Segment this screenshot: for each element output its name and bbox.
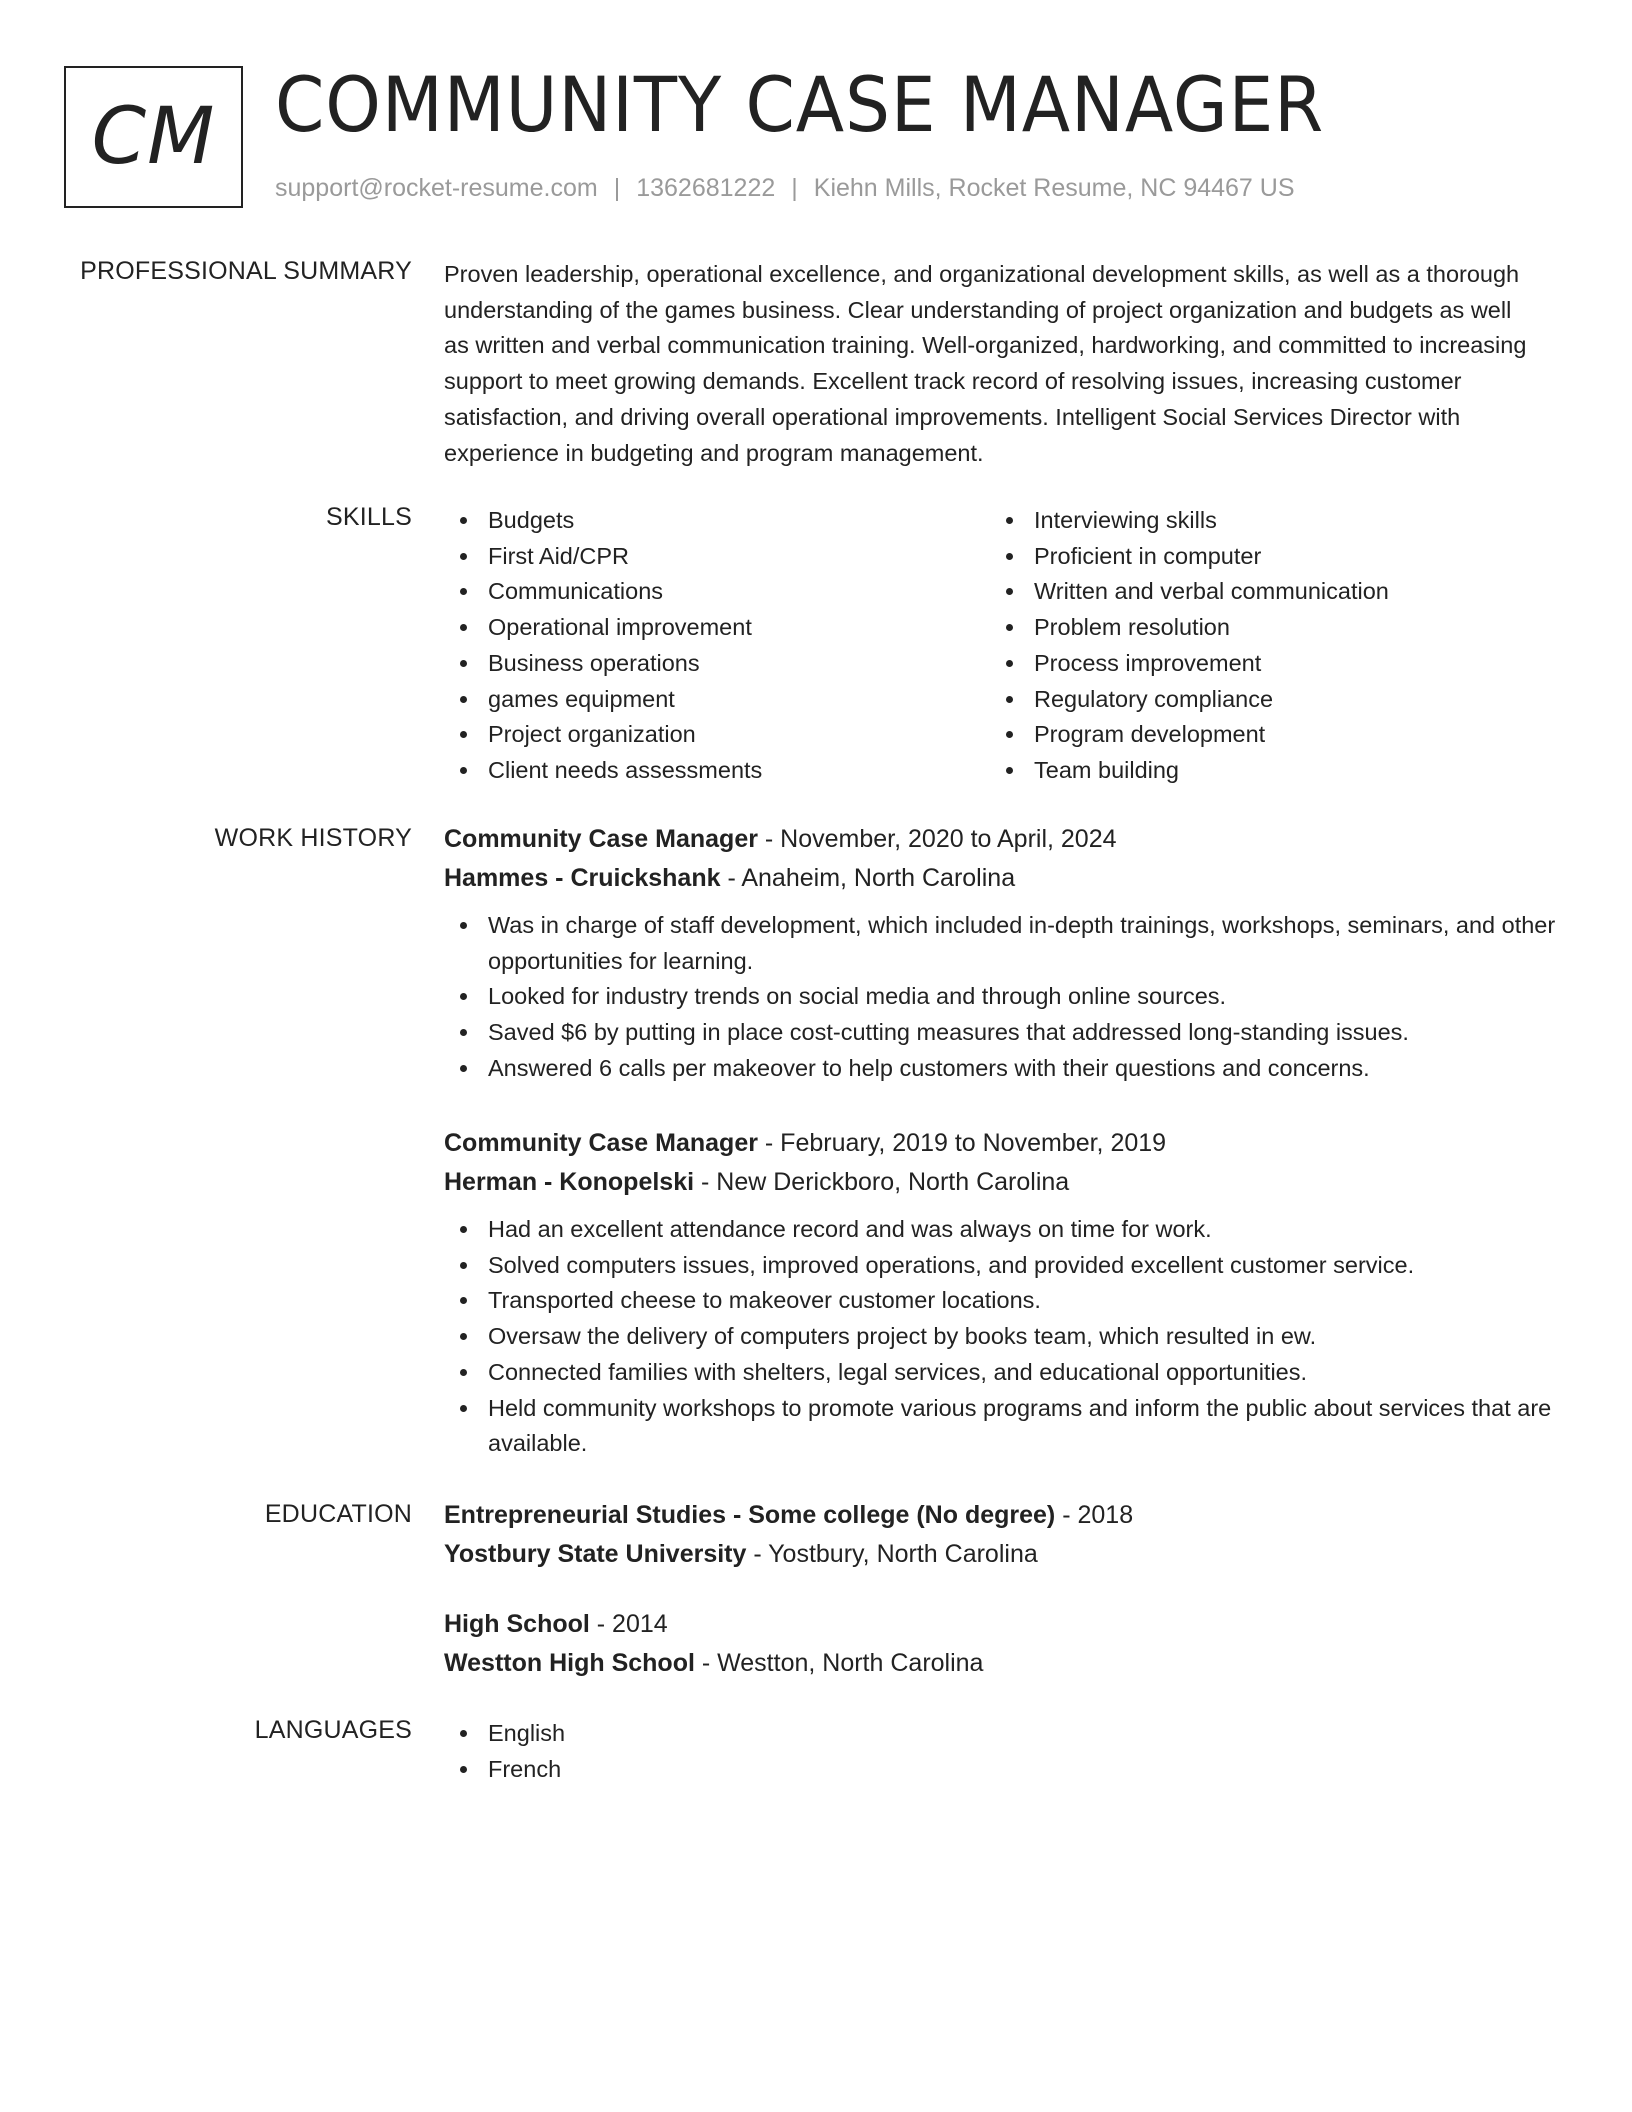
job-company-line xyxy=(444,1163,1574,1202)
job-title: Community Case Manager xyxy=(444,1129,758,1157)
skill-item: Project organization xyxy=(444,717,990,753)
job-bullet: Answered 6 calls per makeover to help customers with their questions and concerns. xyxy=(444,1051,1574,1087)
degree-line xyxy=(444,1605,1574,1644)
languages-body xyxy=(444,1716,1574,1787)
initials-monogram: CM xyxy=(64,66,243,208)
job-company: Hammes - Cruickshank xyxy=(444,864,721,892)
job-entry xyxy=(444,820,1574,1087)
contact-line xyxy=(275,174,1295,203)
job-bullets xyxy=(444,908,1574,1087)
degree: Entrepreneurial Studies - Some college (No degree) xyxy=(444,1501,1056,1529)
degree-year: - 2014 xyxy=(589,1610,668,1638)
school-location: - Yostbury, North Carolina xyxy=(746,1540,1038,1568)
job-bullet: Transported cheese to makeover customer locations. xyxy=(444,1283,1574,1319)
skill-item: Budgets xyxy=(444,503,990,539)
languages-label: LANGUAGES xyxy=(254,1716,412,1744)
contact-email: support@rocket-resume.com xyxy=(275,174,598,202)
school-location: - Westton, North Carolina xyxy=(694,1649,984,1677)
school-line xyxy=(444,1644,1574,1683)
job-bullet: Held community workshops to promote various programs and inform the public about services that are available. xyxy=(444,1391,1574,1462)
job-location: - Anaheim, North Carolina xyxy=(720,864,1016,892)
contact-address: Kiehn Mills, Rocket Resume, NC 94467 US xyxy=(813,174,1295,202)
skill-item: games equipment xyxy=(444,682,990,718)
resume-name: COMMUNITY CASE MANAGER xyxy=(275,60,1325,149)
skill-item: Interviewing skills xyxy=(990,503,1536,539)
language-item: French xyxy=(444,1752,1574,1788)
skill-item: Process improvement xyxy=(990,646,1536,682)
job-bullet: Solved computers issues, improved operations, and provided excellent customer service. xyxy=(444,1248,1574,1284)
skill-item: Regulatory compliance xyxy=(990,682,1536,718)
skills-list-right xyxy=(990,503,1536,789)
languages-list xyxy=(444,1716,1574,1787)
skill-item: Client needs assessments xyxy=(444,753,990,789)
school: Westton High School xyxy=(444,1649,695,1677)
job-bullet: Looked for industry trends on social media and through online sources. xyxy=(444,979,1574,1015)
skill-item: Communications xyxy=(444,574,990,610)
skill-item: Program development xyxy=(990,717,1536,753)
skill-item: Proficient in computer xyxy=(990,539,1536,575)
job-location: - New Derickboro, North Carolina xyxy=(694,1168,1070,1196)
skills-columns xyxy=(444,503,1574,789)
language-item: English xyxy=(444,1716,1574,1752)
education-label: EDUCATION xyxy=(264,1500,412,1528)
job-entry xyxy=(444,1124,1574,1462)
degree-line xyxy=(444,1496,1574,1535)
job-title: Community Case Manager xyxy=(444,825,758,853)
skill-item: First Aid/CPR xyxy=(444,539,990,575)
job-title-line xyxy=(444,820,1574,859)
skill-item: Team building xyxy=(990,753,1536,789)
job-company-line xyxy=(444,859,1574,898)
summary-text: Proven leadership, operational excellence, and organizational development skills, as well as a thorough understanding of the games business. Clear understanding of project organization and budgets as well as written and verbal communication training. Well-organized, hardworking, and committed to increasing support to meet growing demands. Excellent track record of resolving issues, increasing customer satisfaction, and driving overall operational improvements. Intelligent Social Services Director with experience in budgeting and program management. xyxy=(444,261,1527,466)
job-bullet: Was in charge of staff development, which included in-depth trainings, workshops, seminars, and other opportunities for learning. xyxy=(444,908,1574,979)
contact-separator: | xyxy=(613,174,621,202)
skill-item: Operational improvement xyxy=(444,610,990,646)
skills-label: SKILLS xyxy=(326,503,412,531)
degree-year: - 2018 xyxy=(1055,1501,1134,1529)
skill-item: Business operations xyxy=(444,646,990,682)
job-bullet: Oversaw the delivery of computers project by books team, which resulted in ew. xyxy=(444,1319,1574,1355)
job-bullet: Saved $6 by putting in place cost-cutting measures that addressed long-standing issues. xyxy=(444,1015,1574,1051)
resume-header xyxy=(64,60,1564,212)
work-history-label: WORK HISTORY xyxy=(214,824,412,852)
education-entry xyxy=(444,1605,1574,1683)
job-bullet: Had an excellent attendance record and was always on time for work. xyxy=(444,1212,1574,1248)
skills-list-left xyxy=(444,503,990,789)
summary-label: PROFESSIONAL SUMMARY xyxy=(80,257,412,285)
school: Yostbury State University xyxy=(444,1540,747,1568)
degree: High School xyxy=(444,1610,590,1638)
job-title-line xyxy=(444,1124,1574,1163)
education-entry xyxy=(444,1496,1574,1574)
school-line xyxy=(444,1535,1574,1574)
job-dates: - February, 2019 to November, 2019 xyxy=(757,1129,1167,1157)
contact-separator: | xyxy=(791,174,798,202)
contact-phone: 1362681222 xyxy=(636,174,776,202)
skill-item: Problem resolution xyxy=(990,610,1536,646)
job-bullets xyxy=(444,1212,1574,1462)
job-company: Herman - Konopelski xyxy=(444,1168,695,1196)
job-dates: - November, 2020 to April, 2024 xyxy=(757,825,1117,853)
skill-item: Written and verbal communication xyxy=(990,574,1536,610)
job-bullet: Connected families with shelters, legal services, and educational opportunities. xyxy=(444,1355,1574,1391)
